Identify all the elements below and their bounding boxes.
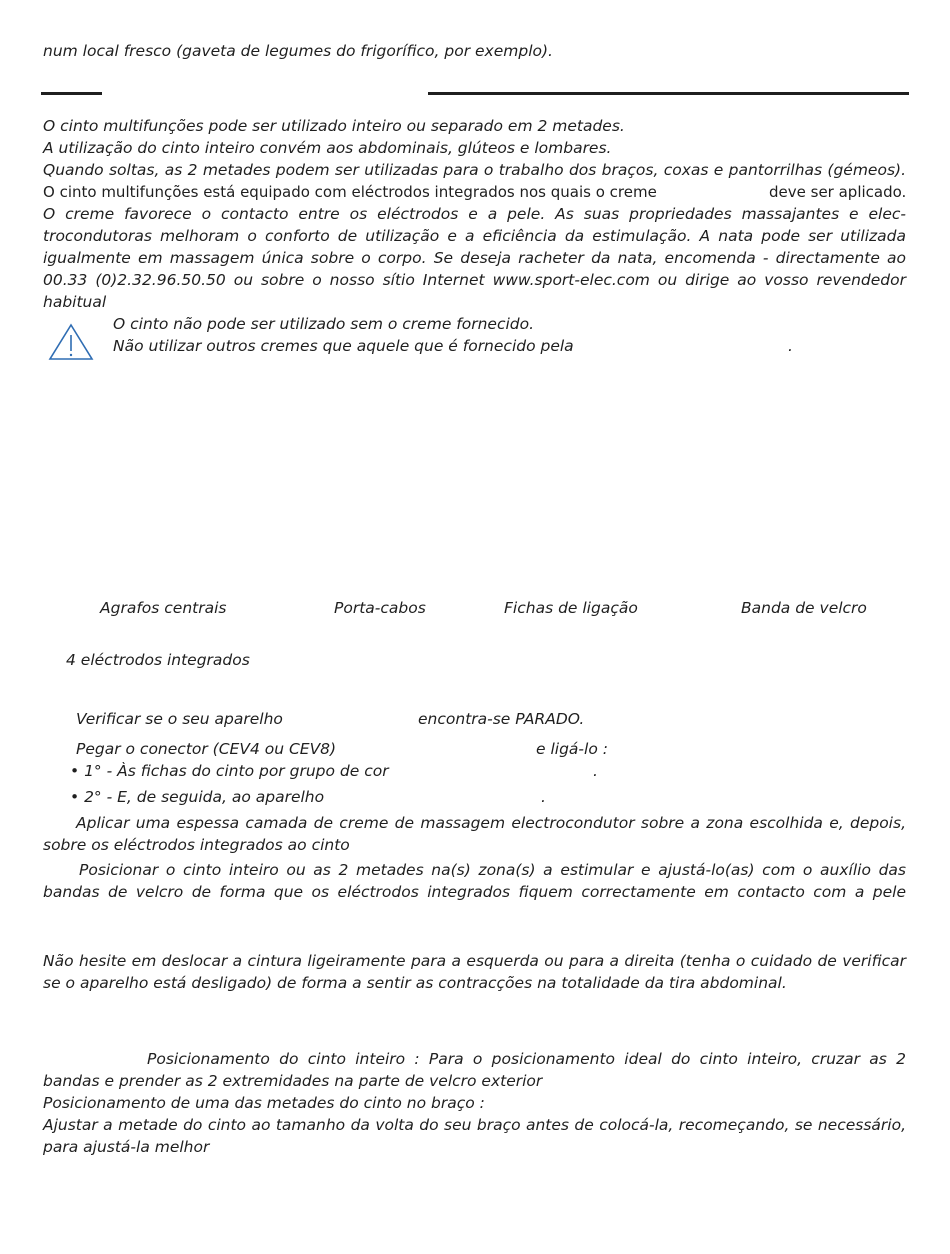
tip-line: Não hesite em deslocar a cintura ligeiramente para a esquerda ou para a direita (tenha o cuidado de verificar (43, 952, 906, 970)
label-plugs: Fichas de ligação (504, 599, 638, 617)
positioning-line: bandas e prender as 2 extremidades na parte de velcro exterior (43, 1072, 543, 1090)
positioning-line: Ajustar a metade do cinto ao tamanho da volta do seu braço antes de colocá-la, recomeçando, se necessário, (43, 1116, 906, 1134)
step-3-cont: sobre os eléctrodos integrados ao cinto (43, 836, 350, 854)
desc-line: O cinto multifunções pode ser utilizado inteiro ou separado em 2 metades. (43, 117, 625, 135)
label-velcro: Banda de velcro (741, 599, 867, 617)
warning-icon (48, 323, 94, 361)
warning-line-end: . (788, 337, 793, 355)
desc-line: O cinto multifunções está equipado com eléctrodos integrados nos quais o creme (43, 183, 657, 201)
step-2-bullet-1: • 1° - Às fichas do cinto por grupo de cor (70, 762, 389, 780)
positioning-heading: Posicionamento de uma das metades do cinto no braço : (43, 1094, 485, 1112)
desc-line-end: deve ser aplicado. (769, 183, 907, 201)
section-rule-right (428, 92, 909, 95)
intro-line: num local fresco (gaveta de legumes do frigorífico, por exemplo). (43, 42, 553, 60)
label-electrodes: 4 eléctrodos integrados (66, 651, 250, 669)
label-cable-holder: Porta-cabos (334, 599, 426, 617)
desc-line: Quando soltas, as 2 metades podem ser utilizadas para o trabalho dos braços, coxas e pantorrilhas (gémeos). (43, 161, 906, 179)
desc-line: igualmente em massagem única sobre o corpo. Se deseja racheter da nata, encomenda - directamente ao (43, 249, 906, 267)
warning-line: Não utilizar outros cremes que aquele que é fornecido pela (113, 337, 574, 355)
step-2: Pegar o conector (CEV4 ou CEV8) (76, 740, 337, 758)
section-rule-left (41, 92, 102, 95)
step-4-cont: bandas de velcro de forma que os eléctrodos integrados fiquem correctamente em contacto com a pele (43, 883, 906, 901)
step-2-bullet-2: • 2° - E, de seguida, ao aparelho (70, 788, 325, 806)
desc-line: A utilização do cinto inteiro convém aos abdominais, glúteos e lombares. (43, 139, 612, 157)
warning-line: O cinto não pode ser utilizado sem o creme fornecido. (113, 315, 535, 333)
step-2-bullet-1-end: . (593, 762, 598, 780)
step-3: Aplicar uma espessa camada de creme de massagem electrocondutor sobre a zona escolhida e, depois, (76, 814, 906, 832)
step-1: Verificar se o seu aparelho (76, 710, 283, 728)
step-4: Posicionar o cinto inteiro ou as 2 metades na(s) zona(s) a estimular e ajustá-lo(as) com o auxílio das (79, 861, 906, 879)
step-2-bullet-2-end: . (541, 788, 546, 806)
step-1-end: encontra-se PARADO. (418, 710, 585, 728)
desc-line: 00.33 (0)2.32.96.50.50 ou sobre o nosso sítio Internet www.sport-elec.com ou dirige ao vosso revendedor (43, 271, 906, 289)
tip-line: se o aparelho está desligado) de forma a sentir as contracções na totalidade da tira abdominal. (43, 974, 787, 992)
desc-line: trocondutoras melhoram o conforto de utilização e a eficiência da estimulação. A nata pode ser utilizada (43, 227, 906, 245)
positioning-line: para ajustá-la melhor (43, 1138, 210, 1156)
step-2-end: e ligá-lo : (536, 740, 608, 758)
positioning-line: Posicionamento do cinto inteiro : Para o posicionamento ideal do cinto inteiro, cruzar as 2 (147, 1050, 906, 1068)
label-clasps: Agrafos centrais (100, 599, 227, 617)
desc-line: habitual (43, 293, 107, 311)
desc-line: O creme favorece o contacto entre os eléctrodos e a pele. As suas propriedades massajantes e elec- (43, 205, 906, 223)
